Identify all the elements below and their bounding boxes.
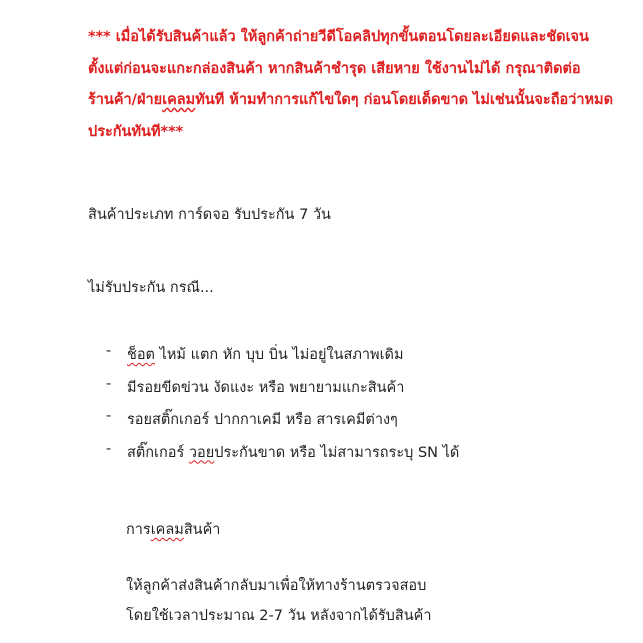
list-item-text: สติ๊กเกอร์ วอยประกันขาด หรือ ไม่สามารถระบุ SN ได้ (127, 444, 460, 461)
no-warranty-list (106, 343, 459, 473)
spellcheck-word: ช็อต (127, 347, 155, 363)
warning-line-1: *** เมื่อได้รับสินค้าแล้ว ให้ลูกค้าถ่ายวีดีโอคลิปทุกขั้นตอนโดยละเอียดและชัดเจน (88, 29, 589, 45)
list-item (106, 441, 459, 474)
no-warranty-heading: ไม่รับประกัน กรณี... (88, 280, 214, 296)
list-item (106, 376, 459, 409)
list-item-text: มีรอยขีดข่วน งัดแงะ หรือ พยายามแกะสินค้า (127, 379, 405, 396)
list-item (106, 343, 459, 376)
warning-line-3 (88, 85, 614, 117)
warning-line-3-end: ทันที ห้ามทำการแก้ไขใดๆ ก่อนโดยเด็ดขาด ไม่เช่นนั้นจะถือว่าหมด (195, 92, 614, 108)
warning-line-4: ประกันทันที*** (88, 123, 184, 140)
list-item-text: ช็อต ไหม้ แตก หัก บุบ บิ่น ไม่อยู่ในสภาพเดิม (127, 347, 404, 363)
spellcheck-word: วอย (188, 444, 215, 461)
warning-claim-word: เคลม (162, 92, 196, 108)
warning-line-2: ตั้งแต่ก่อนจะแกะกล่องสินค้า หากสินค้าชำรุด เสียหาย ใช้งานไม่ได้ กรุณาติดต่อ (88, 60, 581, 77)
bullet-dash: - (106, 343, 112, 359)
bullet-dash: - (106, 408, 112, 424)
warranty-card-text: สินค้าประเภท การ์ดจอ รับประกัน 7 วัน (88, 207, 331, 223)
list-item-text: รอยสติ๊กเกอร์ ปากกาเคมี หรือ สารเคมีต่างๆ (127, 412, 398, 428)
list-item (106, 408, 459, 441)
warning-notice (88, 22, 614, 148)
claim-heading: การเคลมสินค้า (126, 522, 221, 538)
duration-text: โดยใช้เวลาประมาณ 2-7 วัน หลังจากได้รับสินค้า (126, 608, 432, 624)
send-back-text: ให้ลูกค้าส่งสินค้ากลับมาเพื่อให้ทางร้านตรวจสอบ (126, 578, 427, 594)
bullet-dash: - (106, 440, 112, 457)
spellcheck-word: เคลม (150, 522, 184, 538)
bullet-dash: - (106, 375, 112, 392)
warning-line-3-start: ร้านค้า/ฝ่าย (88, 92, 163, 108)
